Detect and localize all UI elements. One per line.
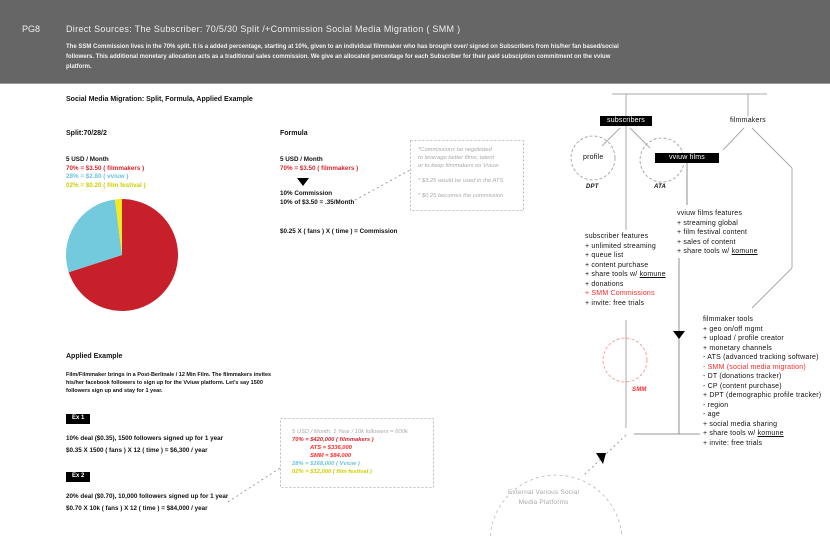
note-line: * $3.25 would be used in the ATS [418,178,504,184]
down-arrow-icon [297,178,309,186]
tool-item: + social media sharing [703,420,778,428]
tool-item: - DT (donations tracker) [703,373,782,380]
applied-text: followers sign up and stay for 1 year. [66,388,163,394]
feature-item: + sales of content [677,238,736,246]
feature-item: + SMM Commissions [585,290,655,297]
filmmaker-tools-title: filmmaker tools [703,316,754,323]
arrow-icon [596,453,606,464]
commission-title: 10% Commission [280,190,333,197]
komune-link[interactable]: komune [639,271,666,278]
formula-title: Formula [280,130,308,137]
vviuw-features-title: vviuw films features [677,210,743,217]
page-number: PG8 [22,24,41,34]
ex2-tag: Ex 2 [66,472,90,482]
tool-item: + upload / profile creator [703,335,784,342]
tool-item: + monetary channels [703,344,772,352]
profile-label: profile [583,154,604,161]
feature-item: + donations [585,280,624,288]
pie-chart [66,199,178,311]
applied-title: Applied Example [66,353,123,360]
ata-label: ATA [654,184,667,190]
external-label: Media Platforms [518,499,569,506]
note-line: or to keep filmmakers on Vviuw [418,163,499,169]
tool-item: - ATS (advanced tracking software) [703,354,819,361]
external-label: External Various Social [508,489,580,496]
subscriber-features-title: subscriber features [585,233,649,240]
tool-item: + share tools w/ [703,430,758,437]
subscribers-node: subscribers [600,116,652,126]
box-line: ATS = $336,000 [310,445,352,451]
connector-line [228,468,280,502]
split-filmmakers: 70% = $3.50 ( filmmakers ) [66,164,145,172]
ex1-line2: $0.35 X 1500 ( fans ) X 12 ( time ) = $6,300 / year [66,447,208,454]
smm-circle [603,338,647,382]
komune-link[interactable]: komune [757,430,784,437]
page-title: Direct Sources: The Subscriber: 70/5/30 Split /+Commission Social Media Migration ( SMM ) [66,24,461,34]
ex1-tag: Ex 1 [66,414,90,424]
intro-text: The SSM Commission lives in the 70% split. It is a added percentage, starting at 10%, given to an individual filmmaker who has brought over/ signed on Subscribers from his/her fan based/social followers. This additional monetary allocation acts as a traditional sales commission. We give an allocated percentage for each Subscriber for their paid subsciption commitment on the vviuw platform. [66,44,619,70]
tool-item: + geo on/off mgmt [703,325,763,333]
box-line: SMM = $84,000 [310,453,352,459]
connector-line [355,170,410,200]
note-line: to leverage better films, talent [418,155,495,161]
tool-item: - CP (content purchase) [703,382,782,390]
feature-item: + queue list [585,252,624,259]
tool-item: + invite: free trials [703,439,763,447]
vviuw-films-node: vviuw films [655,153,719,163]
down-arrow-icon [673,331,685,339]
formula-split: 70% = $3.50 ( filmmakers ) [280,164,359,172]
feature-item: + content purchase [585,261,649,269]
commission-equation: $0.25 X ( fans ) X ( time ) = Commission [280,228,398,235]
ex2-line2: $0.70 X 10k ( fans ) X 12 ( time ) = $84,000 / year [66,505,208,512]
applied-text: Film/Filmmaker brings in a Post-Berlinale / 12 Min Film. The filmmakers invites [66,372,272,378]
smm-label: SMM [632,387,647,393]
feature-item: + streaming global [677,219,738,227]
tool-item: - age [703,411,720,418]
split-title: Split:70/28/2 [66,130,107,137]
feature-item: + unlimited streaming [585,242,656,250]
box-line: 02% = $12,000 ( film festival ) [292,469,372,475]
feature-item: + invite: free trials [585,299,645,307]
box-line: 5 USD / Month, 1 Year / 10k followers = 600k [292,429,408,435]
split-festival: 02% = $0.20 ( film festival ) [66,181,146,189]
tool-item: - SMM (social media migration) [703,363,806,371]
feature-item: + film festival content [677,229,748,236]
ex2-line1: 20% deal ($0.70), 10,000 followers signed up for 1 year [66,493,229,500]
komune-link[interactable]: komune [731,248,758,255]
tool-item: + DPT (demographic profile tracker) [703,392,822,399]
ex1-line1: 10% deal ($0.35), 1500 followers signed up for 1 year [66,435,224,442]
applied-text: his/her facebook followers to sign up for the Vviuw platform. Let's say 1500 [66,380,263,386]
formula-price: 5 USD / Month [280,156,323,163]
filmmakers-node: filmmakers [730,117,766,124]
note-line: * $0.25 becomes the commission [418,193,504,199]
split-vviuw: 28% = $2.80 ( vviuw ) [66,173,129,180]
box-line: 28% = $168,000 ( Vviuw ) [292,461,360,467]
feature-item: + share tools w/ [677,248,732,255]
dpt-label: DPT [586,184,599,190]
section-title: Social Media Migration: Split, Formula, Applied Example [66,96,253,103]
tool-item: - region [703,401,729,409]
commission-calc: 10% of $3.50 = .35/Month [280,198,355,206]
note-line: *Commissions be negotiated [418,147,492,153]
box-line: 70% = $420,000 ( filmmakers ) [292,437,374,443]
split-price: 5 USD / Month [66,156,109,163]
feature-item: + share tools w/ [585,271,640,278]
